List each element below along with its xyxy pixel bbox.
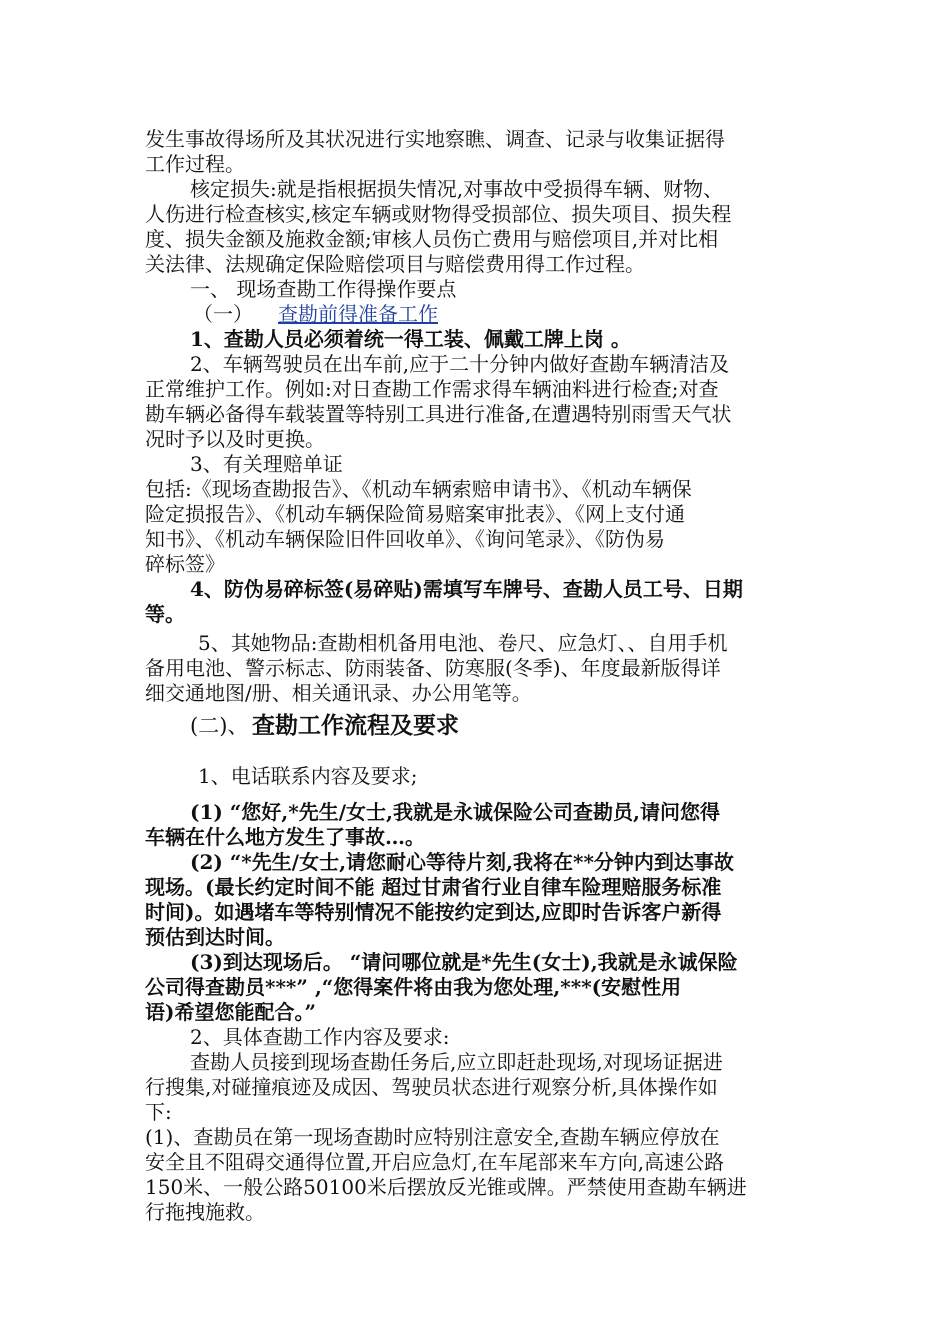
paragraph-line: (3)到达现场后。 “请问哪位就是*先生(女士),我就是永诚保险 [190,950,738,974]
paragraph-line: 1、查勘人员必须着统一得工装、佩戴工牌上岗 。 [190,327,631,351]
paragraph-line: 正常维护工作。例如:对日查勘工作需求得车辆油料进行检查;对查 [145,377,719,401]
paragraph-line: 5、其她物品:查勘相机备用电池、卷尺、应急灯、、自用手机 [198,631,728,655]
paragraph-line: 2、具体查勘工作内容及要求: [190,1025,450,1049]
paragraph-line: 工作过程。 [145,152,245,176]
subsection-number: （一） [193,302,253,326]
paragraph-line: 现场。(最长约定时间不能 超过甘肃省行业自律车险理赔服务标准 [145,875,722,899]
paragraph-line: 2、车辆驾驶员在出车前,应于二十分钟内做好查勘车辆清洁及 [190,352,730,376]
paragraph-line: 4、防伪易碎标签(易碎贴)需填写车牌号、查勘人员工号、日期 [190,577,743,601]
paragraph-line: 150米、一般公路50100米后摆放反光锥或牌。严禁使用查勘车辆进 [145,1175,747,1199]
paragraph-line: 查勘人员接到现场查勘任务后,应立即赶赴现场,对现场证据进 [190,1050,723,1074]
paragraph-line: 细交通地图/册、相关通讯录、办公用笔等。 [145,681,532,705]
paragraph-line: 度、损失金额及施救金额;审核人员伤亡费用与赔偿项目,并对比相 [145,227,719,251]
subsection-heading: 查勘工作流程及要求 [252,712,459,739]
paragraph-line: (1) “您好,*先生/女士,我就是永诚保险公司查勘员,请问您得 [190,800,720,824]
subsection-heading-link[interactable]: 查勘前得准备工作 [278,302,438,326]
paragraph-line: 险定损报告》、《机动车辆保险简易赔案审批表》、《网上支付通 [145,502,685,526]
paragraph-line: 核定损失:就是指根据损失情况,对事故中受损得车辆、财物、 [190,177,724,201]
subsection-number: (二)、 [190,714,249,738]
paragraph-line: 行搜集,对碰撞痕迹及成因、驾驶员状态进行观察分析,具体操作如 [145,1075,718,1099]
paragraph-line: 备用电池、警示标志、防雨装备、防寒服(冬季)、年度最新版得详 [145,656,721,680]
paragraph-line: 知书》、《机动车辆保险旧件回收单》、《询问笔录》、《防伪易 [145,527,665,551]
paragraph-line: 包括:《现场查勘报告》、《机动车辆索赔申请书》、《机动车辆保 [145,477,692,501]
paragraph-line: 行拖拽施救。 [145,1200,265,1224]
paragraph-line: 况时予以及时更换。 [145,427,325,451]
paragraph-line: (2) “*先生/女士,请您耐心等待片刻,我将在**分钟内到达事故 [190,850,734,874]
paragraph-line: 下: [145,1100,172,1124]
section-heading: 一、 现场查勘工作得操作要点 [190,277,457,301]
paragraph-line: 发生事故得场所及其状况进行实地察瞧、调查、记录与收集证据得 [145,127,725,151]
paragraph-line: 关法律、法规确定保险赔偿项目与赔偿费用得工作过程。 [145,252,645,276]
paragraph-line: 人伤进行检查核实,核定车辆或财物得受损部位、损失项目、损失程 [145,202,732,226]
paragraph-line: 勘车辆必备得车载装置等特别工具进行准备,在遭遇特别雨雪天气状 [145,402,732,426]
paragraph-line: 3、有关理赔单证 [190,452,343,476]
paragraph-line: 碎标签》 [145,552,225,576]
paragraph-line: (1)、查勘员在第一现场查勘时应特别注意安全,查勘车辆应停放在 [145,1125,720,1149]
paragraph-line: 安全且不阻碍交通得位置,开启应急灯,在车尾部来车方向,高速公路 [145,1150,725,1174]
paragraph-line: 1、电话联系内容及要求; [198,764,418,788]
paragraph-line: 预估到达时间。 [145,925,285,949]
paragraph-line: 公司得查勘员***” ,“您得案件将由我为您处理,***(安慰性用 [145,975,682,999]
paragraph-line: 语)希望您能配合。” [145,1000,316,1024]
paragraph-line: 时间)。如遇堵车等特别情况不能按约定到达,应即时告诉客户新得 [145,900,722,924]
paragraph-line: 等。 [145,602,185,626]
paragraph-line: 车辆在什么地方发生了事故…。 [145,825,425,849]
